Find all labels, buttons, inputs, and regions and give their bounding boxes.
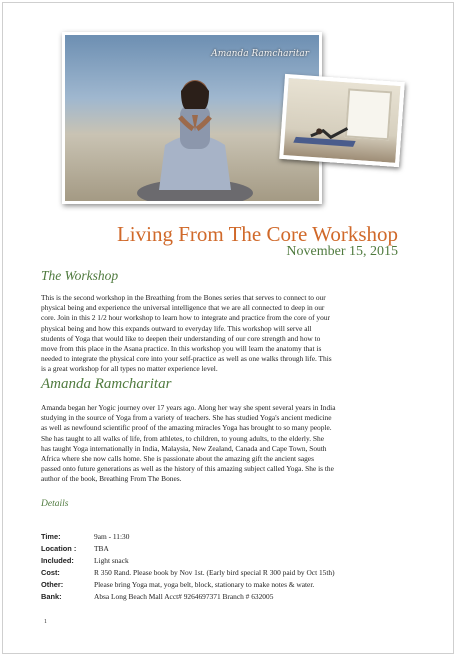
workshop-line: This is the second workshop in the Breathing from the Bones series that serves to connect to our <box>41 293 326 302</box>
workshop-line: students of Yoga that would like to deepen their understanding of our core strength and how to <box>41 333 321 343</box>
bio-line: studying in the source of Yoga from a variety of teachers. She has studied Yoga's ancient medicine <box>41 413 332 423</box>
detail-row-bank <box>41 591 421 602</box>
details-heading: Details <box>41 499 69 509</box>
window-image <box>345 88 392 140</box>
detail-row-location <box>41 543 421 554</box>
detail-label: Other: <box>41 580 64 589</box>
bio-line: She has taught to all walks of life, from athletes, to children, to young adults, to the elderly. She <box>41 433 324 443</box>
inset-photo-yoga-pose <box>279 74 405 167</box>
workshop-line: core. Join in this 2 1/2 hour workshop to learn how to integrate and practice from the core of your <box>41 313 330 323</box>
bio-line: author of the book, Breathing From The Bones. <box>41 474 182 484</box>
workshop-line: needed to integrate the physical core into your self-practice as well as one walks through life. This <box>41 354 332 364</box>
bio-description <box>41 403 415 485</box>
detail-value: R 350 Rand. Please book by Nov 1st. (Early bird special R 300 paid by Oct 15th) <box>94 568 335 577</box>
detail-value: TBA <box>94 544 109 553</box>
photo-caption: Amanda Ramcharitar <box>211 49 309 59</box>
page-title: Living From The Core Workshop <box>116 222 398 246</box>
detail-value: Absa Long Beach Mall Acct# 9264697371 Branch # 632005 <box>94 592 274 601</box>
bio-line: has taught Yoga internationally in India, Malaysia, New Zealand, Canada and Cape Town, South <box>41 443 327 453</box>
bio-line: as well as newfound scientific proof of the amazing miracles Yoga has brought to so many people. <box>41 423 332 433</box>
bio-heading: Amanda Ramcharitar <box>41 376 172 392</box>
detail-value: 9am - 11:30 <box>94 532 130 541</box>
detail-label: Time: <box>41 532 61 541</box>
bio-line: Africa where she now calls home. She is passionate about the amazing gift the ancient sages <box>41 454 314 464</box>
detail-row-included <box>41 555 421 566</box>
workshop-line: physical being and how this expands outward to everyday life. This workshop will serve all <box>41 323 312 333</box>
workshop-description <box>41 293 415 375</box>
workshop-heading: The Workshop <box>41 268 119 283</box>
bio-line: Amanda began her Yogic journey over 17 years ago. Along her way she spent several years in India <box>41 403 336 412</box>
event-date: November 15, 2015 <box>286 244 398 259</box>
workshop-line: physical being and experience the universal intelligence that we are all connected to deep in our <box>41 303 325 313</box>
workshop-line: is a great workshop for all types no matter experience level. <box>41 364 218 374</box>
detail-label: Included: <box>41 556 74 565</box>
detail-label: Bank: <box>41 592 62 601</box>
meditating-figure-image <box>135 65 255 204</box>
detail-row-time <box>41 531 421 542</box>
detail-value: Please bring Yoga mat, yoga belt, block, stationary to make notes & water. <box>94 580 315 589</box>
detail-value: Light snack <box>94 556 129 565</box>
detail-label: Location : <box>41 544 77 553</box>
bio-line: passed onto future generations as well as the history of this amazing subject called Yoga. She is the <box>41 464 334 474</box>
workshop-line: move from this place in the Asana practice. In this workshop you will learn the anatomy that is <box>41 344 322 354</box>
detail-row-cost <box>41 567 421 578</box>
page-number: 1 <box>44 619 47 625</box>
detail-row-other <box>41 579 421 590</box>
detail-label: Cost: <box>41 568 60 577</box>
